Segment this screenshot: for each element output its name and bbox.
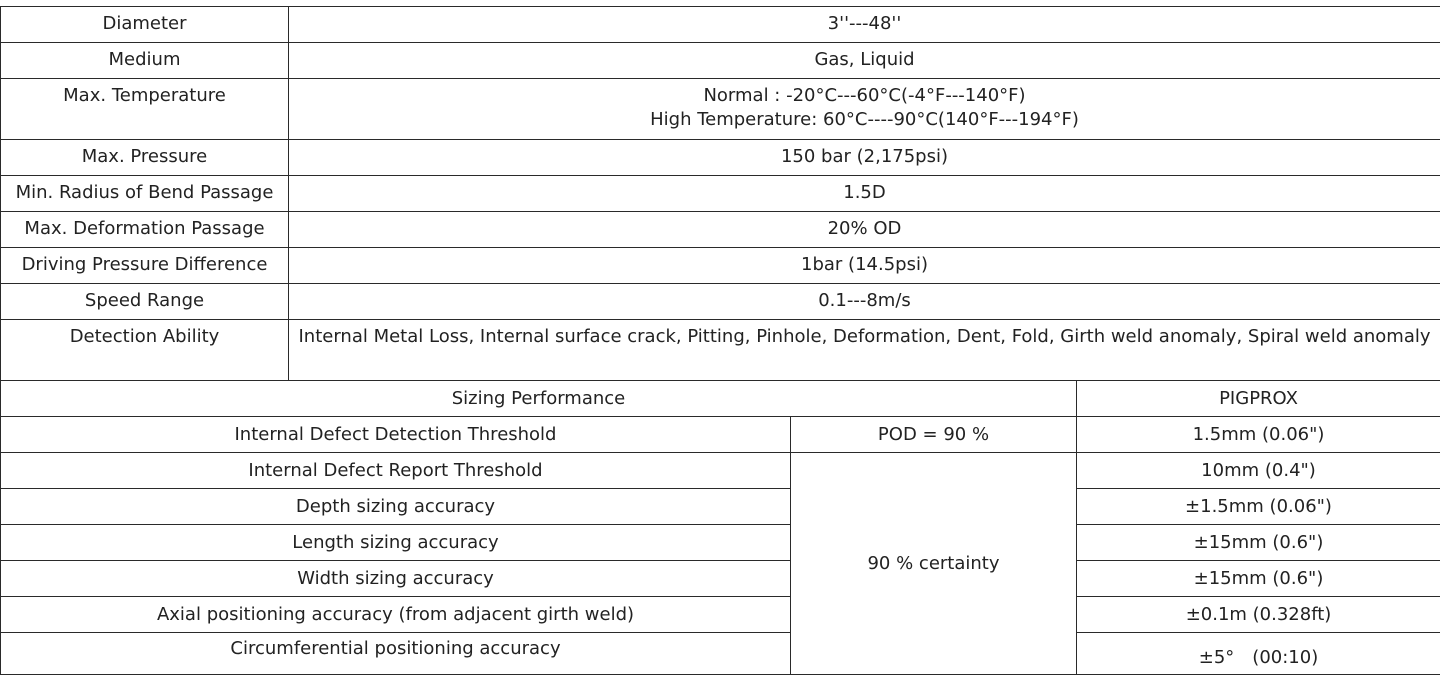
- perf-row-value: ±1.5mm (0.06"): [1077, 489, 1440, 525]
- perf-row-name: Internal Defect Report Threshold: [1, 453, 791, 489]
- spec-label: Driving Pressure Difference: [1, 248, 289, 284]
- perf-header-product: PIGPROX: [1077, 381, 1440, 417]
- perf-row-name: Length sizing accuracy: [1, 525, 791, 561]
- spec-row-speed: [1, 284, 1440, 320]
- pod-label: POD = 90 %: [791, 417, 1077, 453]
- spec-value: 3''---48'': [289, 7, 1440, 43]
- spec-row-detection: [1, 320, 1440, 381]
- spec-row-diameter: [1, 7, 1440, 43]
- perf-row: [1, 633, 1440, 675]
- spec-row-driving-pressure: [1, 248, 1440, 284]
- perf-row: [1, 417, 1440, 453]
- spec-row-bend-radius: [1, 176, 1440, 212]
- spec-label: Min. Radius of Bend Passage: [1, 176, 289, 212]
- spec-row-medium: [1, 43, 1440, 79]
- spec-row-max-pressure: [1, 140, 1440, 176]
- spec-label: Max. Pressure: [1, 140, 289, 176]
- spec-value: 1bar (14.5psi): [289, 248, 1440, 284]
- spec-value: Gas, Liquid: [289, 43, 1440, 79]
- spec-label: Max. Temperature: [1, 79, 289, 140]
- spec-label: Speed Range: [1, 284, 289, 320]
- perf-row-name: Depth sizing accuracy: [1, 489, 791, 525]
- perf-row-value: ±0.1m (0.328ft): [1077, 597, 1440, 633]
- perf-header-label: Sizing Performance: [1, 381, 1077, 417]
- perf-row-name: Width sizing accuracy: [1, 561, 791, 597]
- perf-row-value: 1.5mm (0.06"): [1077, 417, 1440, 453]
- spec-label: Diameter: [1, 7, 289, 43]
- perf-row: [1, 525, 1440, 561]
- spec-value: [289, 79, 1440, 140]
- perf-row-name: Circumferential positioning accuracy: [1, 633, 791, 675]
- perf-header-row: [1, 381, 1440, 417]
- spec-label: Medium: [1, 43, 289, 79]
- specification-table: [0, 6, 1440, 381]
- perf-row-name: Axial positioning accuracy (from adjacent girth weld): [1, 597, 791, 633]
- temp-normal: Normal : -20°C---60°C(-4°F---140°F): [703, 85, 1026, 106]
- perf-row-name: Internal Defect Detection Threshold: [1, 417, 791, 453]
- perf-row: [1, 597, 1440, 633]
- perf-row: [1, 561, 1440, 597]
- spec-value: Internal Metal Loss, Internal surface crack, Pitting, Pinhole, Deformation, Dent, Fold, Girth weld anomaly, Spiral weld anomaly: [289, 320, 1440, 381]
- temp-high: High Temperature: 60°C----90°C(140°F---194°F): [650, 109, 1079, 130]
- spec-value: 20% OD: [289, 212, 1440, 248]
- sizing-performance-table: [0, 380, 1440, 675]
- perf-row: [1, 489, 1440, 525]
- perf-row-value: ±5° (00:10): [1077, 633, 1440, 675]
- spec-row-deformation: [1, 212, 1440, 248]
- certainty-label: 90 % certainty: [791, 453, 1077, 675]
- spec-row-max-temperature: [1, 79, 1440, 140]
- perf-row-value: ±15mm (0.6"): [1077, 561, 1440, 597]
- perf-row-value: ±15mm (0.6"): [1077, 525, 1440, 561]
- spec-value: 150 bar (2,175psi): [289, 140, 1440, 176]
- spec-value: 1.5D: [289, 176, 1440, 212]
- spec-label: Detection Ability: [1, 320, 289, 381]
- perf-row-value: 10mm (0.4"): [1077, 453, 1440, 489]
- perf-row: [1, 453, 1440, 489]
- spec-value: 0.1---8m/s: [289, 284, 1440, 320]
- spec-label: Max. Deformation Passage: [1, 212, 289, 248]
